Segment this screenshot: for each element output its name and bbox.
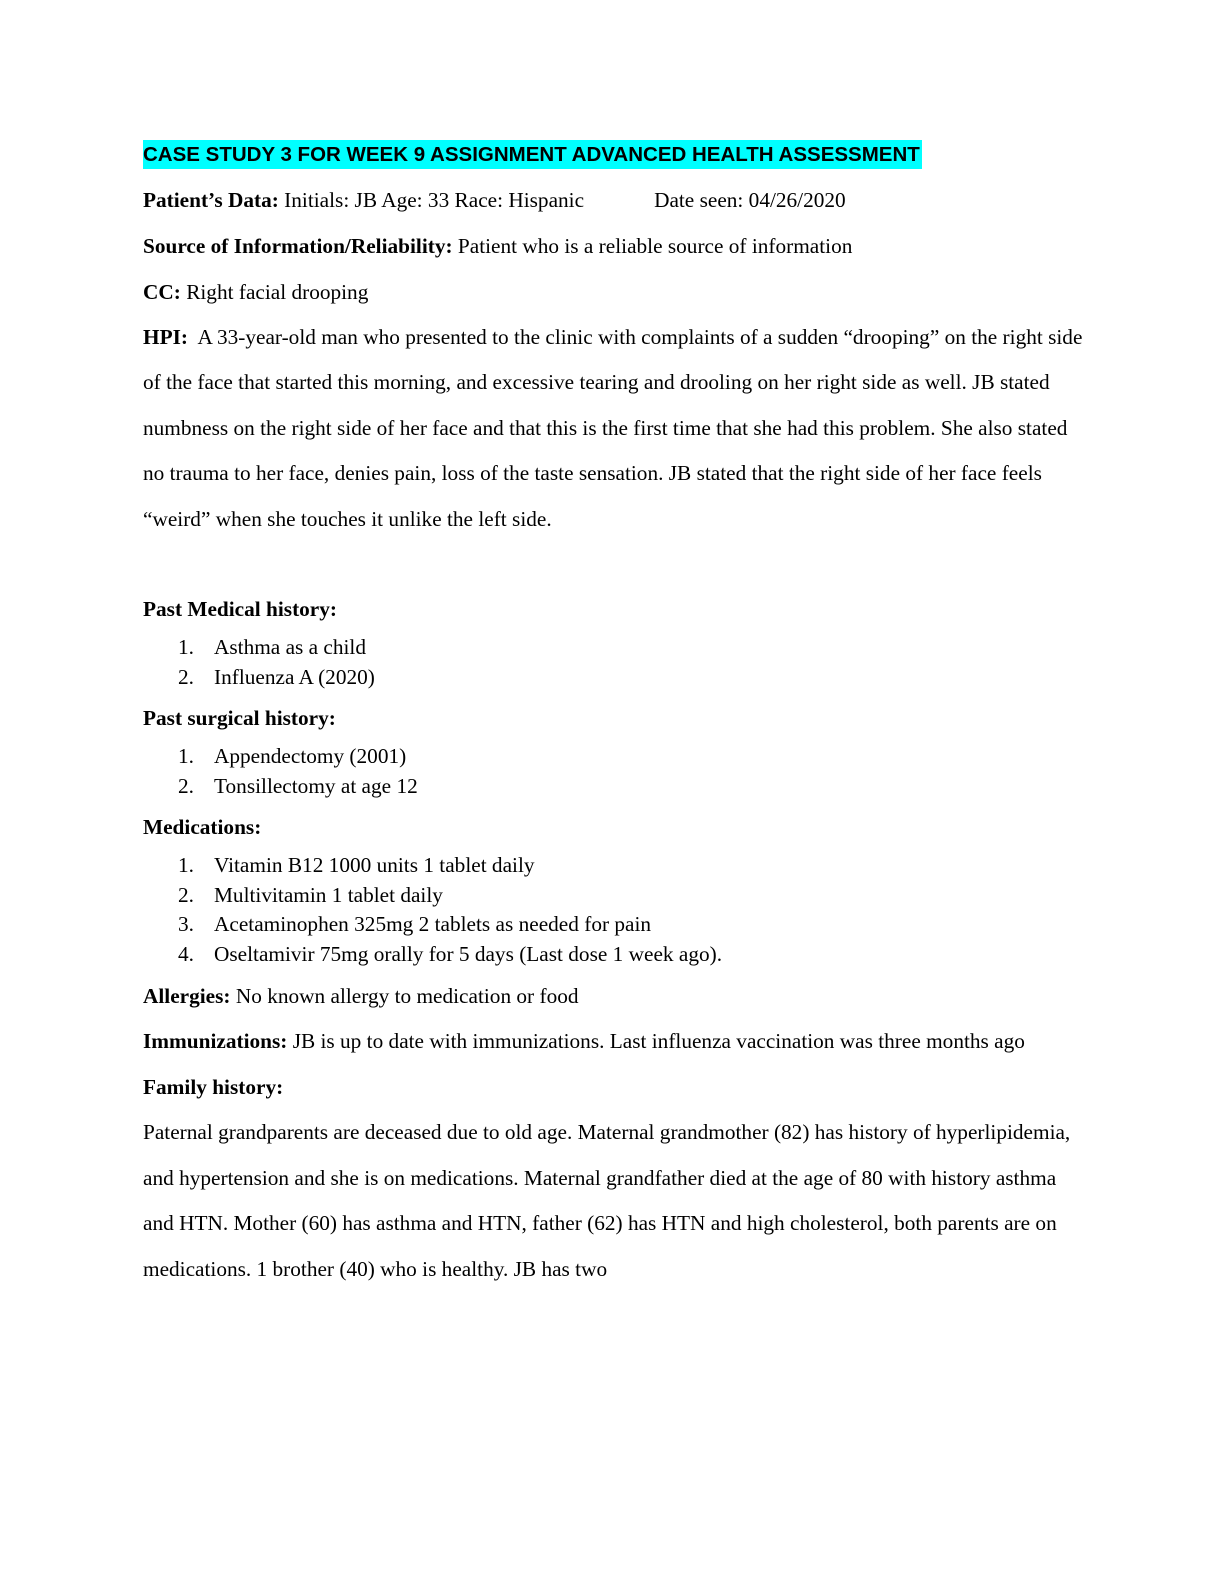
source-label: Source of Information/Reliability: — [143, 234, 453, 258]
document-page — [143, 140, 1083, 1292]
allergies-text: No known allergy to medication or food — [235, 984, 579, 1009]
immunizations-label: Immunizations: — [143, 1029, 288, 1054]
medications-list — [143, 851, 1083, 969]
allergies-label: Allergies: — [143, 984, 231, 1009]
list-item: 1. Vitamin B12 1000 units 1 tablet daily — [178, 853, 535, 878]
list-item: 1. Appendectomy (2001) — [178, 744, 407, 769]
past-surgical-list — [143, 742, 1083, 801]
cc-line — [143, 269, 1083, 315]
patient-data-text: Initials: JB Age: 33 Race: Hispanic — [284, 188, 585, 212]
document-title: CASE STUDY 3 FOR WEEK 9 ASSIGNMENT ADVANCED HEALTH ASSESSMENT — [143, 140, 922, 169]
medications-heading: Medications: — [143, 815, 262, 840]
allergies-line — [143, 973, 1083, 1019]
patient-data-line — [143, 177, 1083, 223]
list-item: 3. Acetaminophen 325mg 2 tablets as needed for pain — [178, 912, 652, 937]
list-item: 2. Influenza A (2020) — [178, 664, 375, 689]
list-item: 1. Asthma as a child — [178, 635, 367, 660]
family-history-heading: Family history: — [143, 1075, 284, 1100]
patient-data-label: Patient’s Data: — [143, 188, 279, 212]
source-line — [143, 223, 1083, 269]
family-history-paragraph: Paternal grandparents are deceased due to old age. Maternal grandmother (82) has history of hyperlipidemia, and hypertension and she is on medications. Maternal grandfather died at the age of 80 with history asthma and HTN. Mother (60) has asthma and HTN, father (62) has HTN and high cholesterol, both parents are on medications. 1 brother (40) who is healthy. JB has two — [143, 1120, 1071, 1281]
past-medical-heading: Past Medical history: — [143, 597, 338, 622]
cc-label: CC: — [143, 280, 181, 304]
hpi-text: A 33-year-old man who presented to the clinic with complaints of a sudden “drooping” on the right side of the face that started this morning, and excessive tearing and drooling on her right side as well. JB stated numbness on the right side of her face and that this is the first time that she had this problem. She also stated no trauma to her face, denies pain, loss of the taste sensation. JB stated that the right side of her face feels “weird” when she touches it unlike the left side. — [143, 325, 1083, 531]
date-seen: Date seen: 04/26/2020 — [654, 188, 846, 212]
cc-text: Right facial drooping — [186, 280, 369, 304]
immunizations-text: JB is up to date with immunizations. Last influenza vaccination was three months ago — [292, 1029, 1025, 1054]
source-text: Patient who is a reliable source of information — [457, 234, 853, 258]
hpi-paragraph — [143, 315, 1083, 542]
past-surgical-heading: Past surgical history: — [143, 706, 336, 731]
hpi-label: HPI: — [143, 325, 188, 349]
list-item: 2. Tonsillectomy at age 12 — [178, 773, 418, 798]
list-item: 2. Multivitamin 1 tablet daily — [178, 882, 443, 907]
list-item: 4. Oseltamivir 75mg orally for 5 days (Last dose 1 week ago). — [178, 941, 723, 966]
past-medical-list — [143, 633, 1083, 692]
immunizations-paragraph — [143, 1019, 1083, 1064]
